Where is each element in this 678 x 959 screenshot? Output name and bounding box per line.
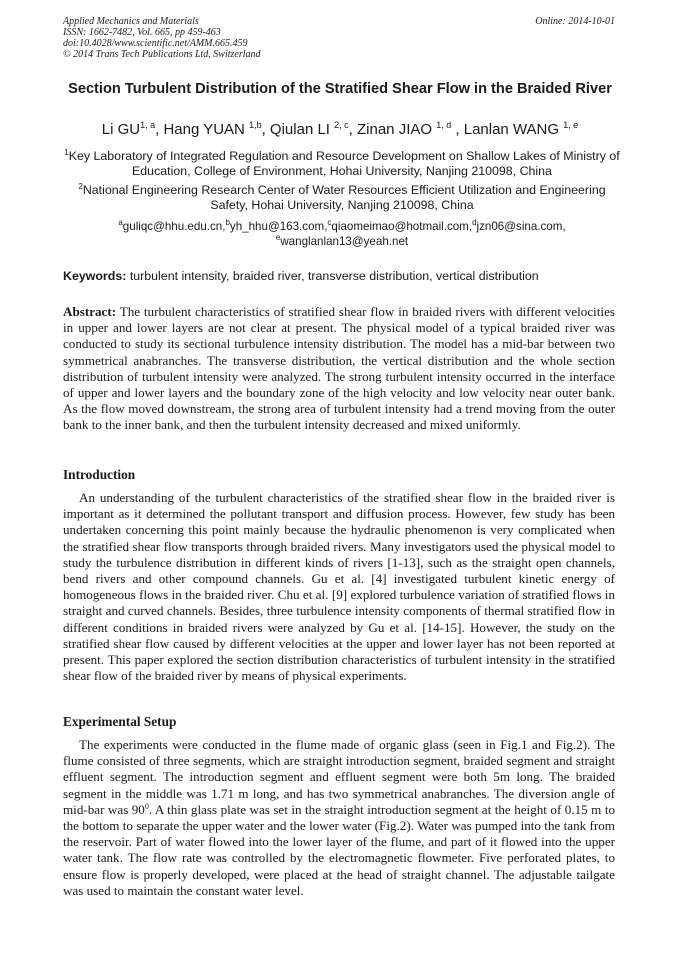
email-mark: a: [118, 218, 123, 227]
author-name: Zinan JIAO: [357, 121, 433, 138]
author-name: Qiulan LI: [269, 121, 330, 138]
introduction-heading: Introduction: [63, 467, 136, 482]
affiliation-2: [58, 183, 626, 213]
degree-superscript: 0: [144, 801, 149, 811]
journal-header: [63, 16, 615, 60]
author-affiliation-mark: 1, e: [563, 120, 579, 130]
author-affiliation-mark: 1, a: [140, 120, 156, 130]
affiliation-text: Key Laboratory of Integrated Regulation and Resource Development on Shallow Lakes of Ministry of Education, College of Environment, Hohai University, Nanjing 210098, China: [68, 149, 620, 178]
keywords-line: [63, 268, 623, 284]
affiliation-text: National Engineering Research Center of Water Resources Efficient Utilization and Engineering Safety, Hohai University, Nanjing 210098, China: [82, 183, 606, 212]
author-name: Li GU: [101, 121, 141, 138]
email-address: wanglanlan13@yeah.net: [280, 235, 409, 248]
author-affiliation-mark: 1,b: [249, 120, 262, 130]
abstract-label: Abstract:: [63, 304, 117, 319]
affiliation-1: [58, 149, 626, 179]
experimental-setup-paragraph: [63, 737, 615, 899]
author-emails: [58, 219, 626, 249]
email-address: jzn06@sina.com,: [476, 220, 566, 233]
keywords-label: Keywords:: [63, 269, 127, 283]
doi-line: doi:10.4028/www.scientific.net/AMM.665.459: [63, 38, 248, 49]
keywords-text: turbulent intensity, braided river, transverse distribution, vertical distribution: [129, 269, 539, 283]
email-mark: b: [225, 218, 230, 227]
email-address: yh_hhu@163.com,: [229, 220, 328, 233]
email-mark: c: [327, 218, 332, 227]
email-mark: d: [472, 218, 477, 227]
email-address: qiaomeimao@hotmail.com,: [331, 220, 473, 233]
experimental-text-part-2: . A thin glass plate was set in the straight introduction segment at the height of 0.15 m to the bottom to separate the upper water and the lower water (Fig.2). Water was pumped into the tank from the reservoir. Part of water flowed into the lower layer of the flume, and part of it flowed into the upper water tank. The flow rate was controlled by the electromagnetic flowmeter. Five perforated plates, to ensure flow is properly developed, were placed at the head of straight channel. The adjustable tailgate was used to maintain the constant water level.: [63, 801, 616, 898]
email-mark: e: [275, 233, 281, 242]
affiliation-number: 1: [64, 148, 69, 157]
author-name: Hang YUAN: [163, 121, 245, 138]
email-address: guliqc@hhu.edu.cn,: [122, 220, 226, 233]
affiliation-number: 2: [78, 182, 83, 191]
online-date: Online: 2014-10-01: [535, 16, 615, 27]
paper-title: Section Turbulent Distribution of the Stratified Shear Flow in the Braided River: [68, 81, 612, 97]
experimental-setup-heading: Experimental Setup: [63, 714, 177, 729]
experimental-text-part-1: The experiments were conducted in the flume made of organic glass (seen in Fig.1 and Fig.2). The flume consisted of three segments, which are straight introduction segment, braided segment and straight effluent segment. The introduction segment and effluent segment were both 5m long. The braided segment in the middle was 1.71 m long, and has two symmetrical anabranches. The diversion angle of mid-bar was 90: [63, 737, 615, 817]
copyright-line: © 2014 Trans Tech Publications Ltd, Switzerland: [63, 49, 261, 60]
author-affiliation-mark: 2, c: [334, 120, 349, 130]
issn-line: ISSN: 1662-7482, Vol. 665, pp 459-463: [63, 27, 221, 38]
author-affiliation-mark: 1, d: [436, 120, 452, 130]
abstract-paragraph: [63, 304, 615, 434]
author-list: Li GU$^{1, a}$, Hang YUAN $^{1,b}$, Qiulan LI $^{2, c}$, Zinan JIAO $^{1, d}$ , Lanlan WANG $^{1, e}$: [101, 120, 579, 138]
abstract-text: The turbulent characteristics of stratified shear flow in braided rivers with different velocities in upper and lower layers are not clear at present. The physical model of a typical braided river was conducted to study its sectional turbulence intensity distribution. The model has a mid-bar between two symmetrical anabranches. The transverse distribution, the vertical distribution and the whole section distribution of turbulent intensity were analyzed. The strong turbulent intensity occurred in the interface of upper and lower layers and the boundary zone of the high velocity and low velocity near outer bank. As the flow moved downstream, the strong area of turbulent intensity had a trend moving from the outer bank to the inner bank, and then the turbulent intensity decreased and mixed uniformly.: [63, 304, 615, 433]
author-name: Lanlan WANG: [463, 121, 560, 138]
journal-name: Applied Mechanics and Materials: [63, 16, 199, 27]
introduction-paragraph: An understanding of the turbulent characteristics of the stratified shear flow in the braided river is important as it determined the pollutant transport and diffusion process. However, few study has been undertaken concerning this point mainly because the hydraulic phenomenon is very complicated when the stratified shear flow transports through braided rivers. Many investigators used the physical model to study the turbulence distribution in different kinds of rivers [1-13], such as the straight open channels, bend rivers and other compound channels. Gu et al. [4] investigated turbulent kinetic energy of homogeneous flows in the braided river. Chu et al. [9] explored turbulence variation of stratified flows in straight and curved channels. Besides, three turbulence intensity components of thermal stratified flow in different conditions in braided rivers were analyzed by Gu et al. [14-15]. However, the study on the stratified shear flow caused by different velocities at the upper and lower layer has not been reported at present. This paper explored the section distribution characteristics of turbulent intensity in the stratified shear flow of the braided river by means of physical experiments.: [63, 490, 615, 684]
